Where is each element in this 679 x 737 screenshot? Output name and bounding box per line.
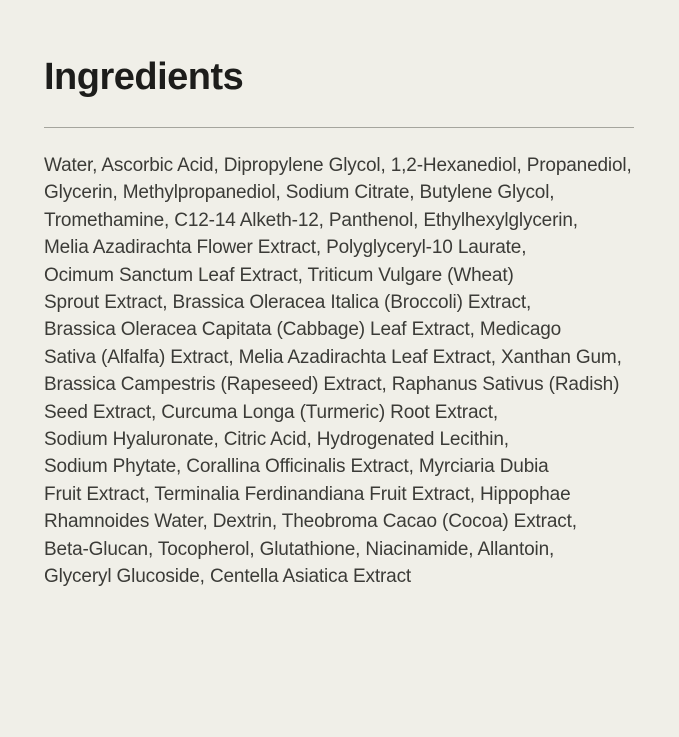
ingredients-list	[44, 152, 635, 591]
ingredients-line: Rhamnoides Water, Dextrin, Theobroma Cacao (Cocoa) Extract,	[44, 511, 577, 533]
ingredients-line: Glyceryl Glucoside, Centella Asiatica Extract	[44, 566, 412, 588]
ingredients-line: Beta-Glucan, Tocopherol, Glutathione, Niacinamide, Allantoin,	[44, 538, 555, 560]
ingredients-line: Sodium Hyaluronate, Citric Acid, Hydrogenated Lecithin,	[44, 429, 509, 451]
ingredients-heading: Ingredients	[44, 56, 244, 98]
ingredients-line: Water, Ascorbic Acid, Dipropylene Glycol, 1,2-Hexanediol, Propanediol,	[44, 155, 632, 176]
ingredients-line: Melia Azadirachta Flower Extract, Polyglyceryl-10 Laurate,	[44, 237, 527, 259]
ingredients-line: Sativa (Alfalfa) Extract, Melia Azadirachta Leaf Extract, Xanthan Gum,	[44, 346, 622, 368]
ingredients-line: Seed Extract, Curcuma Longa (Turmeric) Root Extract,	[44, 401, 498, 423]
ingredients-line: Sodium Phytate, Corallina Officinalis Extract, Myrciaria Dubia	[44, 456, 549, 478]
ingredients-panel	[0, 58, 679, 737]
ingredients-line: Tromethamine, C12-14 Alketh-12, Panthenol, Ethylhexylglycerin,	[44, 209, 578, 231]
ingredients-line: Glycerin, Methylpropanediol, Sodium Citrate, Butylene Glycol,	[44, 182, 555, 204]
divider-rule	[44, 127, 634, 128]
ingredients-line: Ocimum Sanctum Leaf Extract, Triticum Vulgare (Wheat)	[44, 264, 514, 286]
ingredients-line: Brassica Oleracea Capitata (Cabbage) Leaf Extract, Medicago	[44, 319, 562, 341]
ingredients-line: Brassica Campestris (Rapeseed) Extract, Raphanus Sativus (Radish)	[44, 374, 620, 396]
ingredients-line: Fruit Extract, Terminalia Ferdinandiana Fruit Extract, Hippophae	[44, 483, 571, 505]
ingredients-line: Sprout Extract, Brassica Oleracea Italica (Broccoli) Extract,	[44, 292, 532, 314]
